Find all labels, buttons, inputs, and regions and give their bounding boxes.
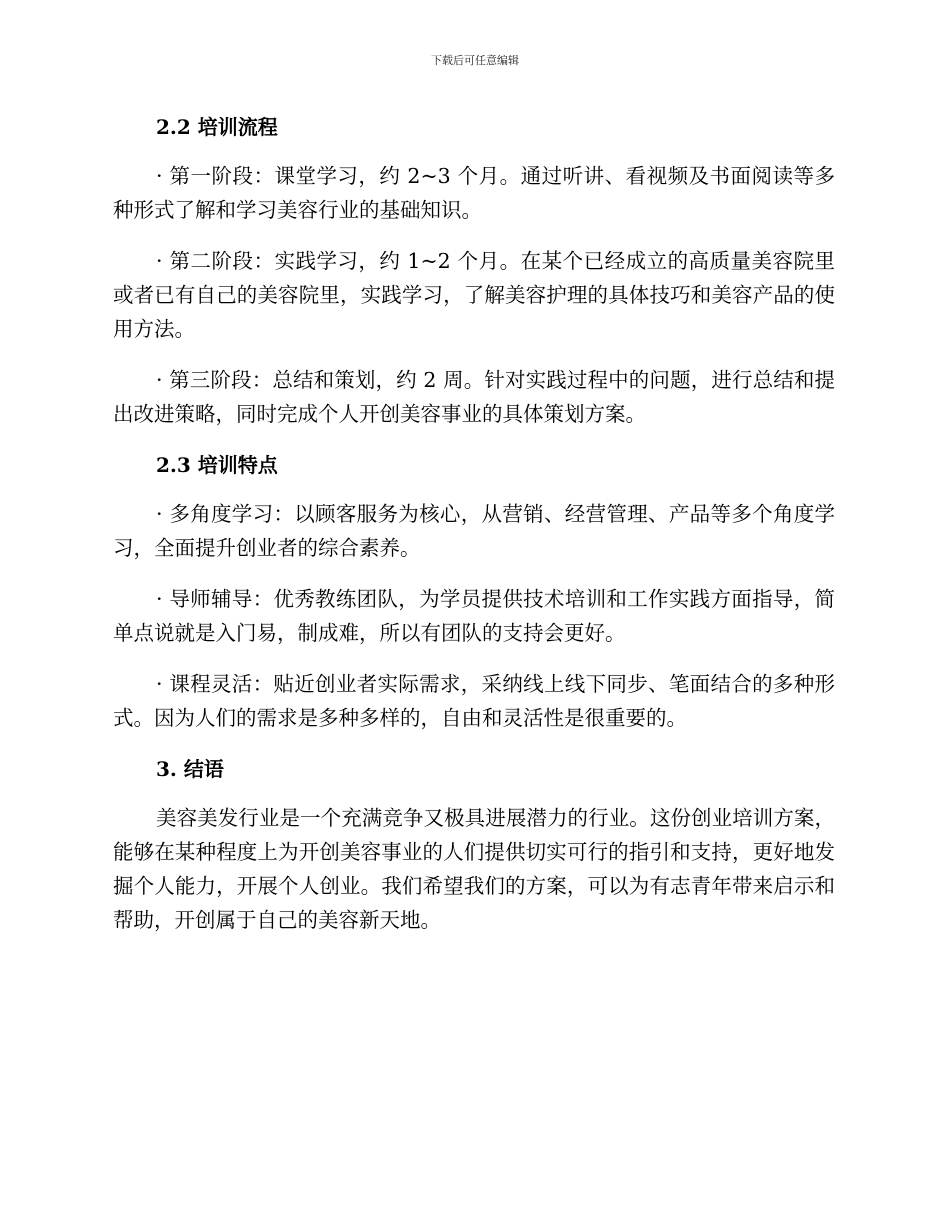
list-item: · 第三阶段：总结和策划，约 2 周。针对实践过程中的问题，进行总结和提出改进策略，同时完成个人开创美容事业的具体策划方案。 xyxy=(113,368,835,426)
list-item: · 课程灵活：贴近创业者实际需求，采纳线上线下同步、笔面结合的多种形式。因为人们的需求是多种多样的，自由和灵活性是很重要的。 xyxy=(113,672,835,730)
list-item: · 第一阶段：课堂学习，约 2~3 个月。通过听讲、看视频及书面阅读等多种形式了解和学习美容行业的基础知识。 xyxy=(113,164,835,222)
list-item: · 第二阶段：实践学习，约 1~2 个月。在某个已经成立的高质量美容院里或者已有自己的美容院里，实践学习，了解美容护理的具体技巧和美容产品的使用方法。 xyxy=(113,249,835,341)
document-body xyxy=(113,110,835,937)
conclusion-paragraph: 美容美发行业是一个充满竞争又极具进展潜力的行业。这份创业培训方案，能够在某种程度上为开创美容事业的人们提供切实可行的指引和支持，更好地发掘个人能力，开展个人创业。我们希望我们的方案，可以为有志青年带来启示和帮助，开创属于自己的美容新天地。 xyxy=(113,806,835,932)
list-item: · 导师辅导：优秀教练团队，为学员提供技术培训和工作实践方面指导，简单点说就是入门易，制成难，所以有团队的支持会更好。 xyxy=(113,587,835,645)
section-heading-conclusion: 3. 结语 xyxy=(156,757,224,781)
section-heading-training-features: 2.3 培训特点 xyxy=(156,453,278,477)
section-heading-training-process: 2.2 培训流程 xyxy=(156,115,278,139)
list-item: · 多角度学习：以顾客服务为核心，从营销、经营管理、产品等多个角度学习，全面提升创业者的综合素养。 xyxy=(113,502,835,560)
page-header-note: 下载后可任意编辑 xyxy=(431,54,519,67)
